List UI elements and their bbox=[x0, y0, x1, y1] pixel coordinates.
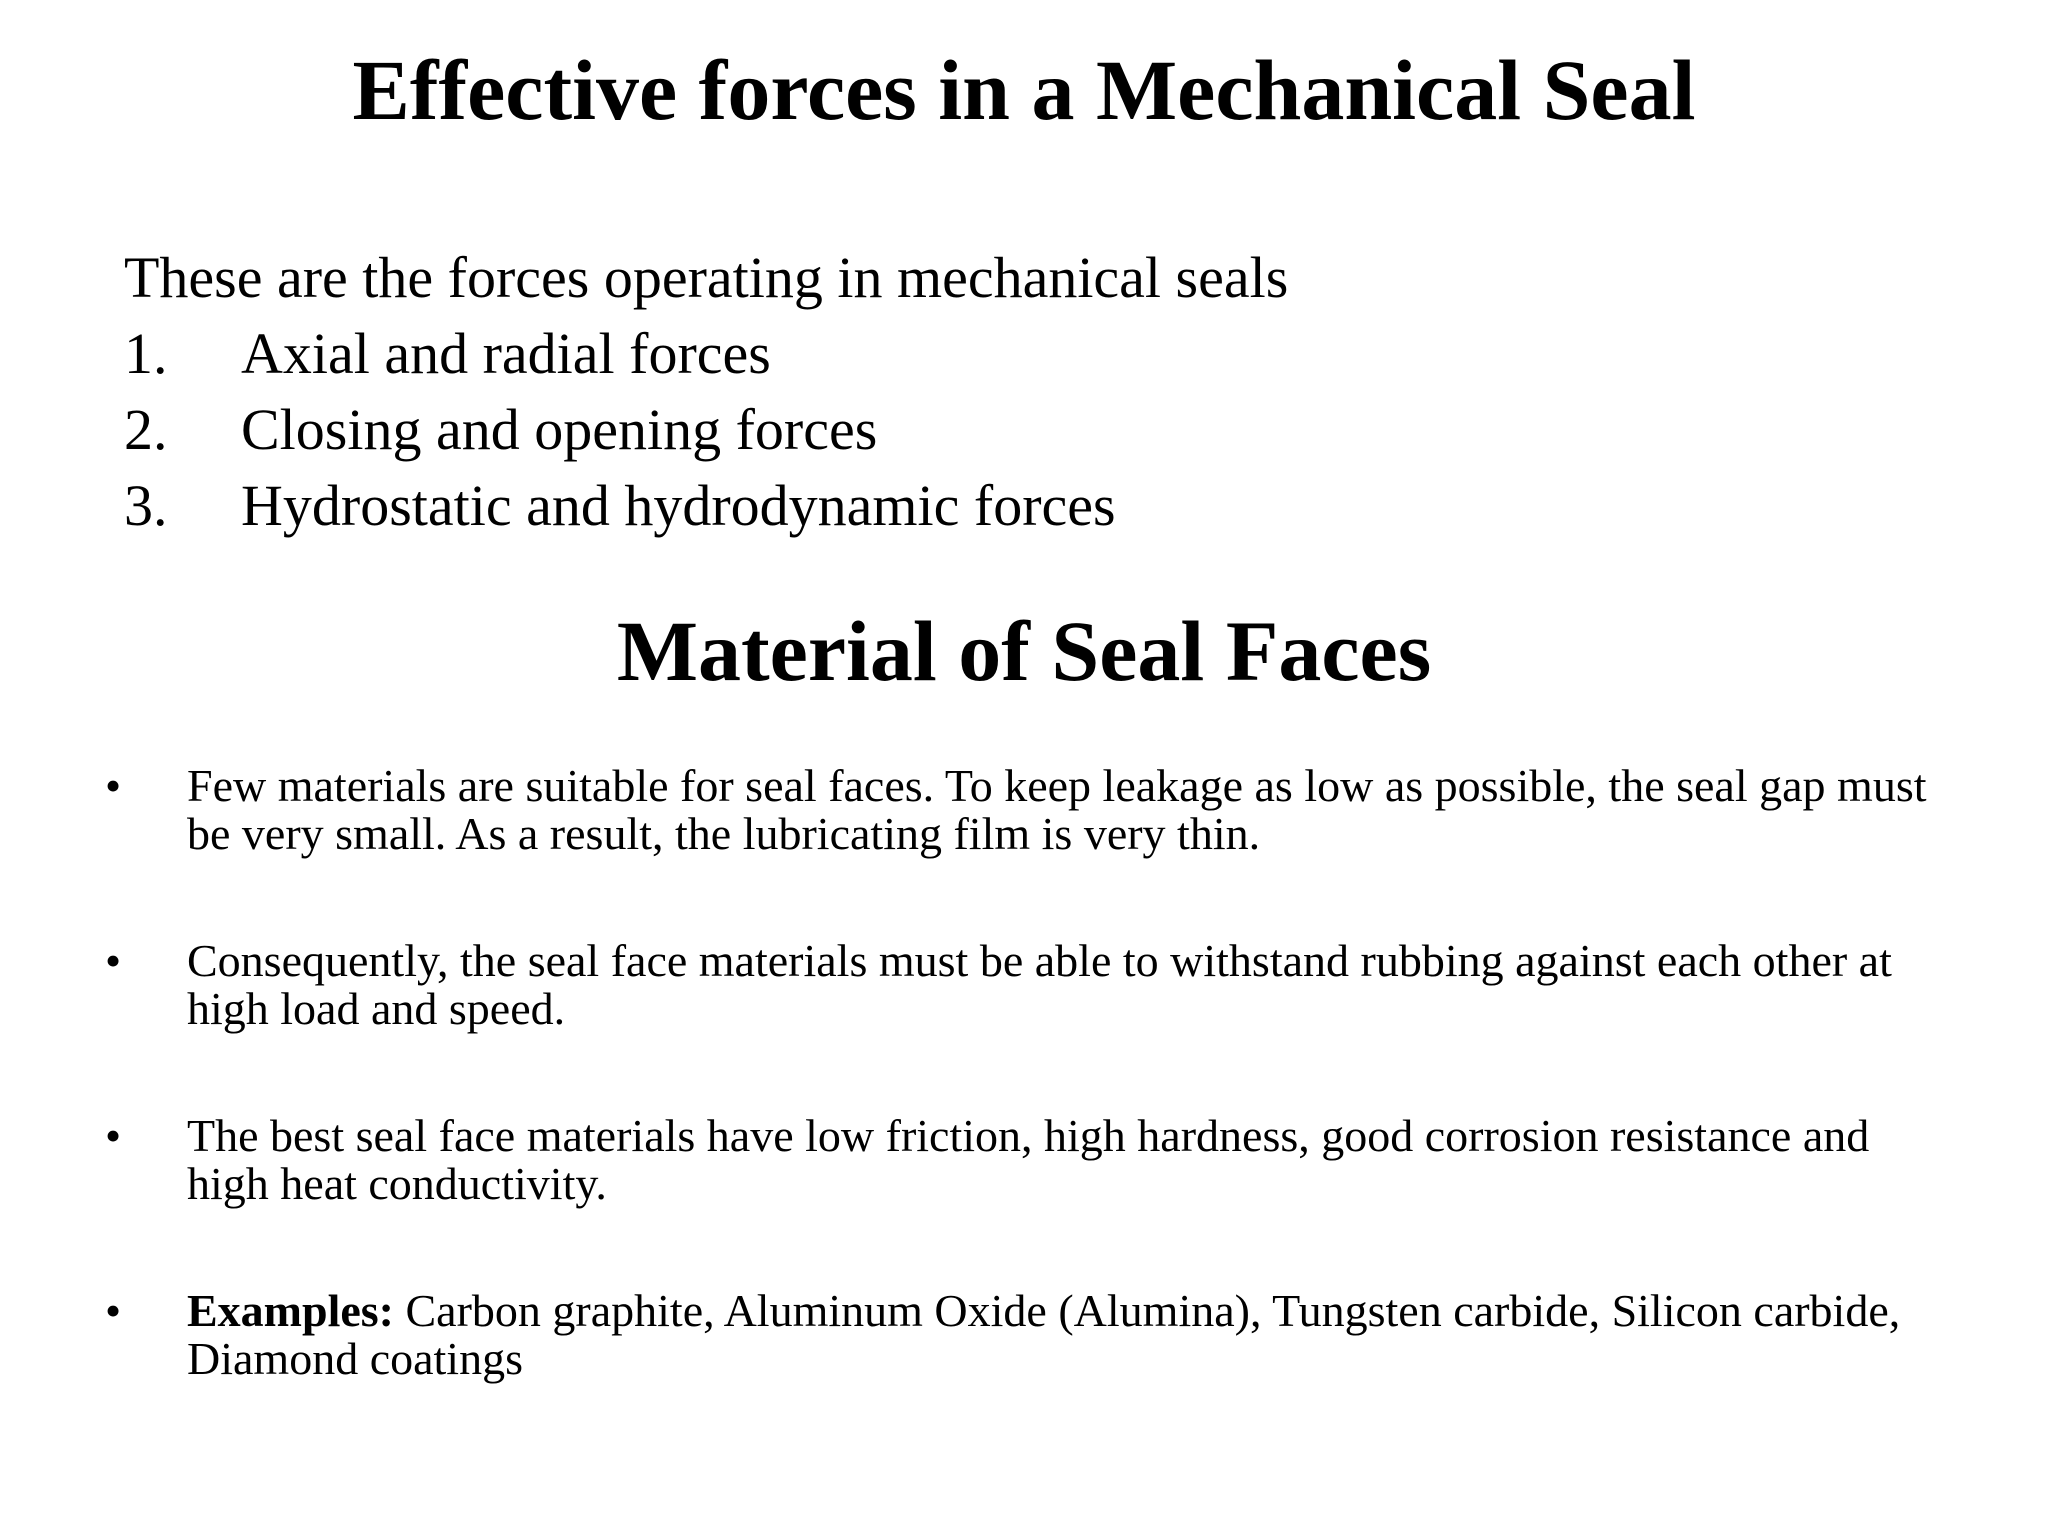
bullet-icon: • bbox=[105, 1110, 122, 1161]
list-number: 1. bbox=[124, 321, 168, 386]
bullet-text bbox=[187, 1112, 1932, 1208]
slide-title: Effective forces in a Mechanical Seal bbox=[352, 42, 1696, 138]
bullet-icon: • bbox=[105, 935, 122, 986]
intro-text: These are the forces operating in mechanical seals bbox=[124, 245, 1289, 310]
forces-list bbox=[124, 316, 1116, 544]
bullet-item bbox=[105, 1112, 1965, 1208]
materials-bullet-list bbox=[105, 762, 1965, 1462]
bullet-item bbox=[105, 762, 1965, 858]
list-item-text: Hydrostatic and hydrodynamic forces bbox=[241, 473, 1116, 538]
list-item-text: Axial and radial forces bbox=[241, 321, 771, 386]
forces-list-item bbox=[124, 468, 1116, 544]
bullet-text bbox=[187, 937, 1932, 1033]
bullet-body: Carbon graphite, Aluminum Oxide (Alumina), Tungsten carbide, Silicon carbide, Diamond coatings bbox=[187, 1285, 1901, 1384]
bullet-text bbox=[187, 762, 1932, 858]
forces-list-item bbox=[124, 316, 1116, 392]
bullet-icon: • bbox=[105, 1285, 122, 1336]
bullet-icon: • bbox=[105, 760, 122, 811]
bullet-item bbox=[105, 1287, 1965, 1383]
list-item-text: Closing and opening forces bbox=[241, 397, 878, 462]
bullet-body: Few materials are suitable for seal faces. To keep leakage as low as possible, the seal gap must be very small. As a result, the lubricating film is very thin. bbox=[187, 760, 1927, 859]
bullet-text bbox=[187, 1287, 1932, 1383]
list-number: 3. bbox=[124, 473, 168, 538]
section-title: Material of Seal Faces bbox=[616, 603, 1432, 699]
bullet-body: The best seal face materials have low friction, high hardness, good corrosion resistance and high heat conductivity. bbox=[187, 1110, 1870, 1209]
forces-list-item bbox=[124, 392, 1116, 468]
bullet-body: Consequently, the seal face materials must be able to withstand rubbing against each other at high load and speed. bbox=[187, 935, 1892, 1034]
bullet-item bbox=[105, 937, 1965, 1033]
bullet-lead: Examples: bbox=[187, 1285, 394, 1336]
list-number: 2. bbox=[124, 397, 168, 462]
